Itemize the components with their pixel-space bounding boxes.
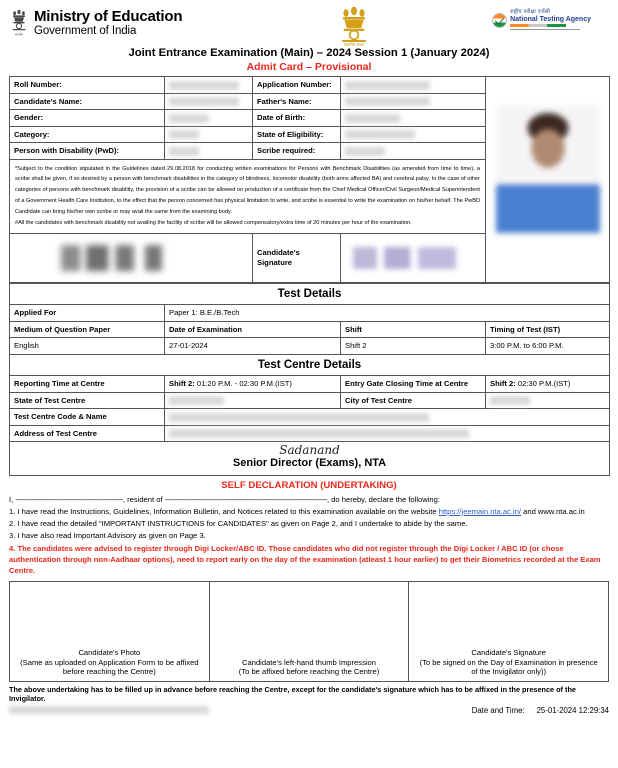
test-details-heading: Test Details	[10, 283, 610, 304]
candidate-name-image-cell	[10, 233, 253, 282]
photo-box-sub2: before reaching the Centre)	[62, 667, 156, 677]
declaration-item-3: 3. I have also read Important Advisory as given on Page 3.	[9, 530, 206, 540]
state-of-centre-value	[165, 392, 341, 409]
medium-value: English	[10, 338, 165, 354]
nta-underline	[510, 29, 580, 30]
redacted-value	[169, 413, 429, 422]
redacted-value	[345, 97, 430, 106]
table-row	[10, 581, 609, 681]
scribe-required-value	[341, 143, 486, 160]
dob-label: Date of Birth:	[253, 110, 341, 127]
entry-gate-label: Entry Gate Closing Time at Centre	[341, 376, 486, 392]
redacted-value	[169, 114, 209, 123]
city-of-centre-value	[486, 392, 610, 409]
date-time-value: 25-01-2024 12:29:34	[536, 705, 609, 715]
category-value	[165, 126, 253, 143]
thumb-box-sub1: (To be affixed before reaching the Centre)	[238, 667, 380, 677]
photo-box-sub1: (Same as uploaded on Application Form to be affixed	[20, 657, 199, 667]
centre-code-name-label: Test Centre Code & Name	[10, 409, 165, 426]
candidate-details-table	[9, 76, 610, 283]
svg-text:सत्यमेव: सत्यमेव	[14, 32, 24, 37]
test-centre-heading: Test Centre Details	[10, 354, 610, 375]
redacted-value	[169, 81, 239, 90]
intro-suffix: , do hereby, declare the following:	[326, 494, 440, 504]
jeemain-website-link[interactable]: https://jeemain.nta.ac.in/	[438, 506, 522, 516]
table-row	[10, 305, 610, 321]
state-eligibility-label: State of Eligibility:	[253, 126, 341, 143]
gender-label: Gender:	[10, 110, 165, 127]
page-header	[9, 0, 609, 46]
redacted-value	[169, 396, 224, 405]
medium-header: Medium of Question Paper	[10, 321, 165, 337]
candidate-name-value	[165, 93, 253, 110]
reporting-time-text: 01:20 P.M. - 02:30 P.M.(IST)	[194, 379, 292, 389]
redacted-footer-value	[9, 706, 209, 714]
candidate-photo	[496, 105, 600, 233]
item1-prefix-text: 1. I have read the Instructions, Guidelines, Information Bulletin, and Notices related to this examination available on the website	[9, 506, 439, 516]
table-row	[10, 442, 610, 476]
admit-card-title: Admit Card – Provisional	[246, 61, 372, 73]
ministry-text	[34, 9, 182, 37]
shift-value: Shift 2	[341, 338, 486, 354]
director-signature-script: Sadanand	[279, 443, 340, 458]
signature-box-sub1: (To be signed on the Day of Examination in presence	[419, 657, 598, 667]
nta-check-icon	[492, 13, 507, 28]
table-row	[10, 354, 610, 375]
candidate-signature-box[interactable]	[409, 581, 609, 681]
redacted-value	[490, 396, 530, 405]
redacted-value	[169, 147, 199, 156]
national-emblem-icon	[9, 5, 29, 41]
date-time-label: Date and Time:	[471, 705, 525, 715]
candidate-signature-image-cell	[341, 233, 486, 282]
centre-address-value	[165, 425, 610, 442]
footer-row	[9, 706, 609, 715]
roll-number-label: Roll Number:	[10, 77, 165, 94]
director-name: Senior Director (Exams), NTA	[232, 457, 387, 470]
applied-for-value: Paper 1: B.E./B.Tech	[165, 305, 610, 321]
candidate-photo-cell	[486, 77, 610, 283]
pwd-label: Person with Disability (PwD):	[10, 143, 165, 160]
city-of-centre-label: City of Test Centre	[341, 392, 486, 409]
ministry-subtitle: Government of India	[34, 24, 137, 37]
redacted-value	[345, 130, 415, 139]
item1-suffix-text: and www.nta.ac.in	[521, 506, 585, 516]
table-row	[10, 425, 610, 442]
table-row	[10, 392, 610, 409]
exam-title: Joint Entrance Examination (Main) – 2024 Session 1 (January 2024)	[128, 47, 490, 59]
father-name-label: Father's Name:	[253, 93, 341, 110]
candidate-photo-box[interactable]	[10, 581, 210, 681]
scribe-note-paragraph-1: *Subject to the condition stipulated in the Guidelines dated 29.08.2018 for conducting written examinations for Persons with Benchmark Disabilities (as amended from time to time), a scribe shall be given, if so desired by a person with benchmark disabilities in the category of blindness, locomotor disability (both arms affected BA) and cerebral palsy. In the case of other categories of persons with benchmark disability, the provision of a scribe can be allowed on production of a certificate from the Chief Medical Officer/Civil Surgeon/Medical Superintendent of a Government Health Care Institution, to the effect that the person concerned has physical limitation to write, and scribe is essential to write the examination on his/her behalf. The PwBD Candidate can bring his/her own scribe or may avail the same from the examining body.	[15, 165, 480, 216]
thumb-impression-box[interactable]	[209, 581, 409, 681]
timing-header: Timing of Test (IST)	[486, 321, 610, 337]
redacted-value	[345, 147, 385, 156]
pwd-value	[165, 143, 253, 160]
application-number-label: Application Number:	[253, 77, 341, 94]
gate-time-text: 02:30 P.M.(IST)	[515, 379, 571, 389]
center-state-emblem-icon	[334, 5, 374, 49]
entry-gate-value	[486, 376, 610, 392]
candidate-signature-label: Candidate's Signature	[253, 233, 341, 282]
self-declaration-heading: SELF DECLARATION (UNDERTAKING)	[221, 479, 397, 491]
nta-english-label: National Testing Agency	[510, 15, 591, 23]
gate-shift: Shift 2:	[490, 379, 516, 389]
signature-box-sub2: of the Invigilator only))	[471, 667, 547, 677]
nta-logo	[492, 10, 591, 30]
ministry-title: Ministry of Education	[34, 8, 183, 26]
redacted-name-image	[61, 245, 201, 271]
date-of-exam-value: 27-01-2024	[165, 338, 341, 354]
category-label: Category:	[10, 126, 165, 143]
declaration-item-2: 2. I have read the detailed "IMPORTANT INSTRUCTIONS for CANDIDATES" as given on Page 2, and I undertake to abide by the same.	[9, 518, 468, 528]
svg-text:सत्यमेव जयते: सत्यमेव जयते	[344, 42, 365, 47]
footer-undertaking-note: The above undertaking has to be filled up in advance before reaching the Centre, except for the candidate's signature which has to be affixed in the presence of the Invigilator.	[9, 684, 576, 703]
father-name-value	[341, 93, 486, 110]
scribe-note-paragraph-2: #All the candidates with benchmark disability not availing the facility of scribe will be allowed compensatory/extra time of 20 minutes per hour of the examination.	[15, 220, 412, 227]
timing-value: 3:00 P.M. to 6:00 P.M.	[486, 338, 610, 354]
applied-for-label: Applied For	[10, 305, 165, 321]
generated-date-time	[472, 706, 609, 715]
intro-dashes-name: -----------------------------------------------------	[15, 494, 123, 504]
date-of-exam-header: Date of Examination	[165, 321, 341, 337]
ministry-of-education-logo	[9, 5, 182, 41]
signature-box-title: Candidate's Signature	[471, 648, 546, 658]
nta-hindi-label: राष्ट्रीय परीक्षा एजेंसी	[510, 9, 551, 15]
reporting-time-label: Reporting Time at Centre	[10, 376, 165, 392]
declaration-intro	[9, 494, 609, 505]
redacted-value	[169, 429, 469, 438]
redacted-value	[169, 130, 199, 139]
intro-dashes-address: --------------------------------------------------------------------------------	[164, 494, 327, 504]
test-details-table	[9, 283, 610, 476]
redacted-signature-image	[353, 247, 473, 269]
centre-code-name-value	[165, 409, 610, 426]
declaration-item-1	[9, 506, 609, 517]
nta-tricolor-bar	[510, 24, 566, 27]
table-row	[10, 77, 610, 94]
reporting-shift: Shift 2:	[169, 379, 195, 389]
table-row	[10, 338, 610, 354]
gender-value	[165, 110, 253, 127]
photo-box-title: Candidate's Photo	[78, 648, 141, 658]
table-row	[10, 376, 610, 392]
redacted-value	[345, 114, 400, 123]
state-of-centre-label: State of Test Centre	[10, 392, 165, 409]
intro-prefix: I,	[9, 494, 16, 504]
declaration-item-4: 4. The candidates were advised to register through Digi Locker/ABC ID. Those candidates who did not register through the Digi Locker / ABC ID (or chose authentication through non-Aadhaar options), need to report early on the day of the examination (atleast 1 hour earlier) to get their Biometrics recorded at the Exam Centre.	[9, 543, 601, 575]
shift-header: Shift	[341, 321, 486, 337]
table-row	[10, 283, 610, 304]
table-row	[10, 409, 610, 426]
redacted-value	[169, 97, 239, 106]
thumb-box-title: Candidate's left-hand thumb Impression	[242, 657, 377, 667]
reporting-time-value	[165, 376, 341, 392]
nta-text	[510, 10, 591, 30]
signature-boxes-table	[9, 581, 609, 682]
dob-value	[341, 110, 486, 127]
scribe-note-cell	[10, 159, 486, 233]
candidate-name-label: Candidate's Name:	[10, 93, 165, 110]
scribe-required-label: Scribe required:	[253, 143, 341, 160]
table-row	[10, 321, 610, 337]
intro-mid: , resident of	[122, 494, 165, 504]
state-eligibility-value	[341, 126, 486, 143]
redacted-value	[345, 81, 430, 90]
application-number-value	[341, 77, 486, 94]
centre-address-label: Address of Test Centre	[10, 425, 165, 442]
roll-number-value	[165, 77, 253, 94]
director-signature-cell	[10, 442, 610, 476]
